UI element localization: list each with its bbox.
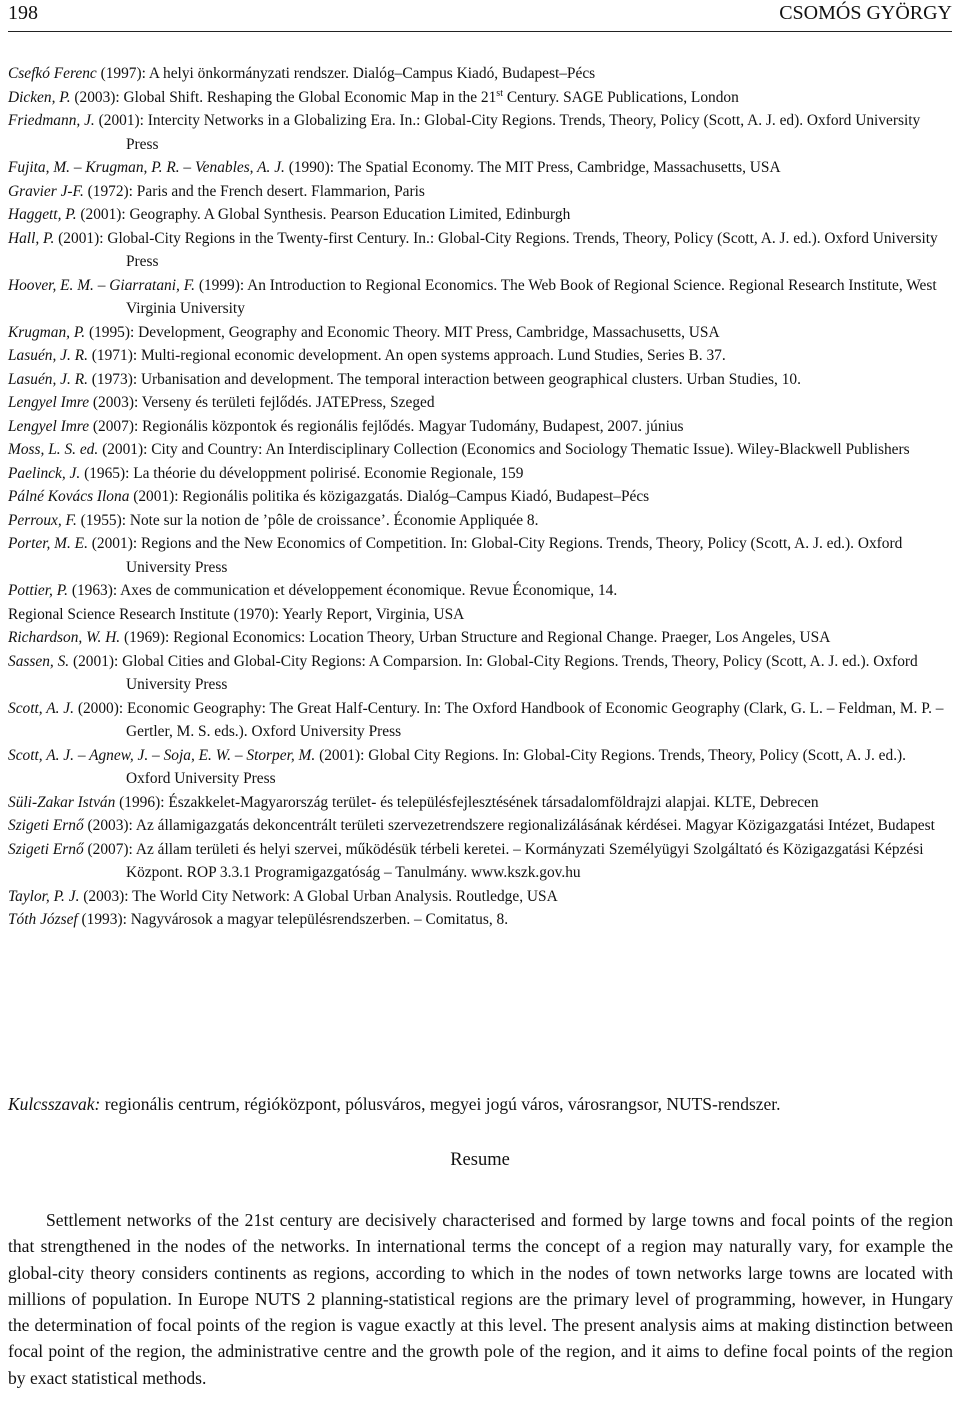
keywords-label: Kulcsszavak: bbox=[8, 1094, 101, 1114]
page-header bbox=[8, 0, 952, 32]
reference-author: Moss, L. S. ed. bbox=[8, 441, 99, 458]
reference-author: Hall, P. bbox=[8, 229, 55, 247]
reference-entry bbox=[8, 344, 953, 368]
reference-text: (2003): Global Shift. Reshaping the Global Economic Map in the 21 bbox=[70, 88, 497, 106]
reference-author: Szigeti Ernő bbox=[8, 840, 84, 858]
reference-entry bbox=[8, 626, 953, 650]
reference-text: Regional Science Research Institute (1970): Yearly Report, Virginia, USA bbox=[8, 605, 465, 623]
reference-author: Haggett, P. bbox=[8, 206, 77, 223]
reference-text: (2001): City and Country: An Interdisciplinary Collection (Economics and Sociology Thematic Issue). Wiley-Blackwell Publishers bbox=[98, 441, 910, 458]
reference-text: (1996): Északkelet-Magyarország terület- és településfejlesztésének társadalomföldrajzi alapjai. KLTE, Debrecen bbox=[115, 793, 819, 811]
reference-entry bbox=[8, 462, 953, 486]
reference-text: (1955): Note sur la notion de ’pôle de croissance’. Économie Appliquée 8. bbox=[76, 511, 539, 529]
resume-title: Resume bbox=[450, 1150, 510, 1170]
reference-entry bbox=[8, 838, 953, 885]
reference-entry bbox=[8, 603, 953, 627]
reference-author: Pálné Kovács Ilona bbox=[8, 488, 130, 505]
reference-entry bbox=[8, 885, 953, 909]
keywords-text: regionális centrum, régióközpont, pólusváros, megyei jogú város, városrangsor, NUTS-rendszer. bbox=[100, 1094, 781, 1114]
reference-entry bbox=[8, 532, 953, 579]
resume-body: Settlement networks of the 21st century are decisively characterised and formed by large towns and focal points of the region that strengthened in the nodes of the networks. In international terms the concept of a region may naturally vary, for example the global-city theory considers continents as regions, according to which in the nodes of town networks large towns are located with millions of population. In Europe NUTS 2 planning-statistical regions are the primary level of programming, however, in Hungary the determination of focal points of the region is vague exactly at this level. The present analysis aims at making distinction between focal point of the region, the administrative centre and the growth pole of the region, and it aims to define focal points of the region by exact statistical methods. bbox=[8, 1210, 953, 1388]
keywords bbox=[8, 1092, 953, 1116]
reference-author: Lengyel Imre bbox=[8, 417, 90, 435]
reference-entry bbox=[8, 62, 953, 86]
reference-text: (1990): The Spatial Economy. The MIT Press, Cambridge, Massachusetts, USA bbox=[284, 159, 781, 176]
reference-author: Lengyel Imre bbox=[8, 394, 90, 411]
reference-text: (2007): Az állam területi és helyi szervei, működésük térbeli keretei. – Kormányzati Személyügyi Szolgáltató és Közigazgatási Képzési Központ. ROP 3.3.1 Programigazgatóság – Tanulmány. www.kszk.gov.hu bbox=[83, 840, 924, 881]
reference-author: Lasuén, J. R. bbox=[8, 347, 88, 364]
reference-author: Scott, A. J. – Agnew, J. – Soja, E. W. – Storper, M. bbox=[8, 746, 316, 764]
reference-entry bbox=[8, 321, 953, 345]
reference-author: Scott, A. J. bbox=[8, 699, 74, 717]
reference-text: (1971): Multi-regional economic development. An open systems approach. Lund Studies, Series B. 37. bbox=[87, 347, 726, 364]
reference-author: Friedmann, J. bbox=[8, 112, 95, 129]
reference-entry bbox=[8, 697, 953, 744]
reference-text: (2001): Regionális politika és közigazgatás. Dialóg–Campus Kiadó, Budapest–Pécs bbox=[129, 488, 650, 505]
reference-author: Porter, M. E. bbox=[8, 535, 88, 552]
reference-text: (2000): Economic Geography: The Great Half-Century. In: The Oxford Handbook of Economic Geography (Clark, G. L. – Feldman, M. P. – Gertler, M. S. eds.). Oxford University Press bbox=[73, 699, 944, 740]
reference-author: Tóth József bbox=[8, 911, 78, 928]
reference-text: (2003): Az államigazgatás dekoncentrált területi szervezetrendszere regionalizálásának kérdései. Magyar Közigazgatási Intézet, Budapest bbox=[83, 817, 935, 834]
reference-text: (2001): Global City Regions. In: Global-City Regions. Trends, Theory, Policy (Scott, A. J. ed.). Oxford University Press bbox=[126, 746, 907, 787]
reference-entry bbox=[8, 368, 953, 392]
reference-entry bbox=[8, 650, 953, 697]
reference-author: Hoover, E. M. – Giarratani, F. bbox=[8, 276, 195, 294]
reference-author: Richardson, W. H. bbox=[8, 629, 121, 646]
running-title: CSOMÓS GYÖRGY bbox=[779, 2, 952, 24]
reference-text: (1973): Urbanisation and development. The temporal interaction between geographical clusters. Urban Studies, 10. bbox=[87, 370, 801, 388]
reference-entry bbox=[8, 509, 953, 533]
reference-author: Süli-Zakar István bbox=[8, 793, 116, 811]
reference-text: (1969): Regional Economics: Location Theory, Urban Structure and Regional Change. Praeger, Los Angeles, USA bbox=[120, 629, 831, 646]
reference-text: (1999): An Introduction to Regional Economics. The Web Book of Regional Science. Regional Research Institute, West Virginia University bbox=[126, 276, 937, 317]
reference-author: Sassen, S. bbox=[8, 652, 70, 670]
reference-author: Csefkó Ferenc bbox=[8, 65, 97, 82]
reference-entry bbox=[8, 415, 953, 439]
page-number: 198 bbox=[8, 2, 38, 24]
reference-entry bbox=[8, 908, 953, 932]
reference-entry bbox=[8, 86, 953, 110]
reference-text: (2001): Geography. A Global Synthesis. Pearson Education Limited, Edinburgh bbox=[76, 206, 571, 223]
reference-author: Perroux, F. bbox=[8, 511, 77, 529]
reference-entry bbox=[8, 227, 953, 274]
reference-entry bbox=[8, 274, 953, 321]
reference-text: (2001): Global Cities and Global-City Regions: A Comparsion. In: Global-City Regions. Trends, Theory, Policy (Scott, A. J. ed.). Oxford University Press bbox=[69, 652, 918, 693]
reference-author: Pottier, P. bbox=[8, 582, 68, 599]
reference-entry bbox=[8, 744, 953, 791]
reference-text-continued: Century. SAGE Publications, London bbox=[502, 88, 739, 106]
reference-superscript: st bbox=[496, 87, 503, 99]
reference-text: (1972): Paris and the French desert. Flammarion, Paris bbox=[83, 182, 425, 200]
reference-text: (2007): Regionális központok és regionális fejlődés. Magyar Tudomány, Budapest, 2007. június bbox=[89, 417, 684, 435]
reference-list bbox=[8, 62, 953, 932]
reference-text: (1995): Development, Geography and Economic Theory. MIT Press, Cambridge, Massachusetts, USA bbox=[85, 323, 720, 341]
reference-entry bbox=[8, 203, 953, 227]
reference-entry bbox=[8, 156, 953, 180]
reference-entry bbox=[8, 391, 953, 415]
reference-author: Taylor, P. J. bbox=[8, 887, 80, 905]
reference-author: Dicken, P. bbox=[8, 88, 71, 106]
reference-entry bbox=[8, 485, 953, 509]
reference-entry bbox=[8, 791, 953, 815]
reference-text: (2001): Global-City Regions in the Twenty-first Century. In.: Global-City Regions. Trends, Theory, Policy (Scott, A. J. ed.). Oxford University Press bbox=[54, 229, 938, 270]
reference-author: Gravier J-F. bbox=[8, 182, 84, 200]
reference-author: Fujita, M. – Krugman, P. R. – Venables, A. J. bbox=[8, 159, 285, 176]
reference-text: (2001): Regions and the New Economics of Competition. In: Global-City Regions. Trends, Theory, Policy (Scott, A. J. ed.). Oxford University Press bbox=[87, 535, 903, 576]
reference-text: (1965): La théorie du développment polirisé. Economie Regionale, 159 bbox=[80, 464, 524, 482]
reference-entry bbox=[8, 814, 953, 838]
reference-author: Paelinck, J. bbox=[8, 464, 81, 482]
reference-text: (1997): A helyi önkormányzati rendszer. Dialóg–Campus Kiadó, Budapest–Pécs bbox=[96, 65, 596, 82]
reference-text: (2001): Intercity Networks in a Globalizing Era. In.: Global-City Regions. Trends, Theory, Policy (Scott, A. J. ed). Oxford University Press bbox=[94, 112, 921, 153]
reference-entry bbox=[8, 180, 953, 204]
reference-text: (2003): The World City Network: A Global Urban Analysis. Routledge, USA bbox=[79, 887, 558, 905]
reference-author: Krugman, P. bbox=[8, 323, 86, 341]
reference-text: (1963): Axes de communication et développement économique. Revue Économique, 14. bbox=[68, 582, 618, 599]
reference-entry bbox=[8, 109, 953, 156]
reference-author: Szigeti Ernő bbox=[8, 817, 84, 834]
reference-entry bbox=[8, 579, 953, 603]
reference-text: (1993): Nagyvárosok a magyar településrendszerben. – Comitatus, 8. bbox=[77, 911, 509, 928]
reference-entry bbox=[8, 438, 953, 462]
reference-author: Lasuén, J. R. bbox=[8, 370, 88, 388]
reference-text: (2003): Verseny és területi fejlődés. JATEPress, Szeged bbox=[89, 394, 435, 411]
